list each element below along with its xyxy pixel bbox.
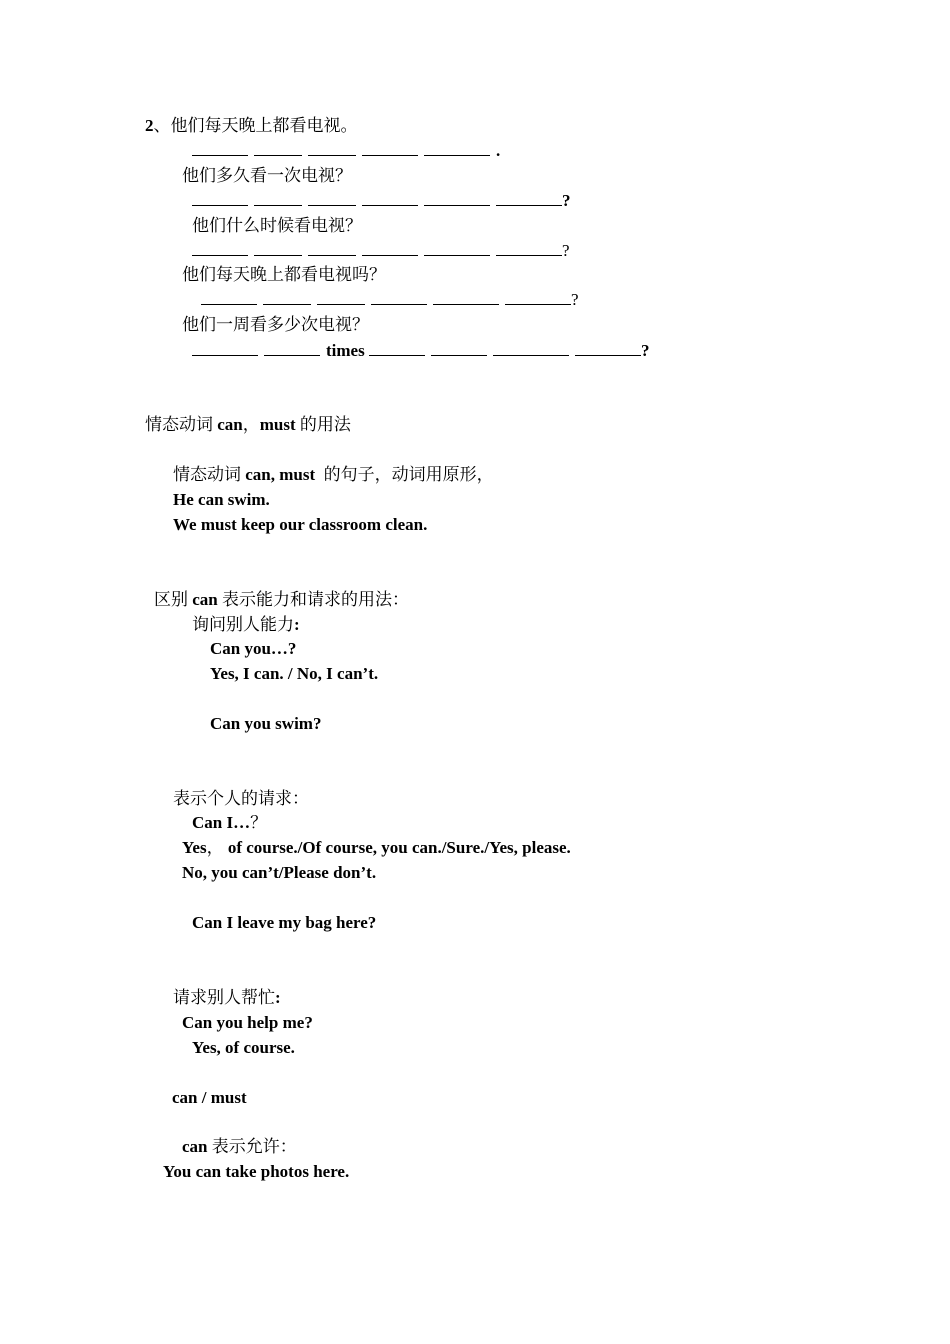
blank: [424, 140, 490, 156]
blank: [505, 289, 571, 305]
blank: [254, 240, 302, 256]
blank: [308, 240, 356, 256]
blank: [254, 190, 302, 206]
blank: [263, 289, 311, 305]
blank: [496, 240, 562, 256]
answer-line-1: [192, 140, 500, 162]
blank: [192, 340, 258, 356]
distinguish-heading: 区别 can 表示能力和请求的用法：: [154, 590, 409, 609]
modal-rule: 情态动词 can, must 的句子，动词用原形，: [173, 465, 494, 484]
blank: [264, 340, 320, 356]
help-heading: 请求别人帮忙:: [173, 988, 281, 1007]
request-no: No, you can’t/Please don’t.: [182, 863, 377, 882]
end-mark: ?: [562, 191, 571, 210]
answer-line-4: [201, 289, 579, 311]
sentence-cn: 他们每天晚上都看电视。: [170, 116, 358, 135]
blank: [433, 289, 499, 305]
request-example: Can I leave my bag here?: [192, 913, 377, 932]
end-mark: ?: [562, 241, 570, 260]
help-answer: Yes, of course.: [192, 1038, 295, 1057]
answer-line-5: [192, 340, 649, 362]
help-question: Can you help me?: [182, 1013, 313, 1032]
ability-answer: Yes, I can. / No, I can’t.: [210, 664, 379, 683]
blank: [362, 190, 418, 206]
blank: [496, 190, 562, 206]
question-3-cn: 他们什么时候看电视？: [192, 216, 362, 235]
blank: [317, 289, 365, 305]
example-sentence: He can swim.: [173, 490, 270, 509]
permit-heading: can 表示允许：: [182, 1137, 297, 1156]
blank: [254, 140, 302, 156]
exercise-number: 2: [145, 116, 154, 135]
blank: [424, 240, 490, 256]
question-2-cn: 他们多久看一次电视？: [182, 166, 352, 185]
blank: [431, 340, 487, 356]
end-mark: .: [496, 141, 501, 160]
exercise-2-prompt: 2、他们每天晚上都看电视。: [145, 116, 358, 135]
ability-heading: 询问别人能力:: [192, 615, 300, 634]
blank: [362, 140, 418, 156]
request-heading: 表示个人的请求：: [173, 789, 309, 808]
blank: [308, 190, 356, 206]
question-4-cn: 他们每天晚上都看电视吗？: [182, 265, 386, 284]
answer-line-3: [192, 240, 570, 262]
can-must-heading: can / must: [172, 1088, 247, 1107]
ability-example: Can you swim?: [210, 714, 322, 733]
blank: [308, 140, 356, 156]
permit-example: You can take photos here.: [163, 1162, 350, 1181]
blank: [192, 140, 248, 156]
example-sentence: We must keep our classroom clean.: [173, 515, 428, 534]
answer-line-2: [192, 190, 571, 212]
blank: [575, 340, 641, 356]
word-times: times: [326, 341, 365, 360]
end-mark: ?: [640, 341, 650, 360]
blank: [371, 289, 427, 305]
blank: [192, 190, 248, 206]
blank: [362, 240, 418, 256]
request-question: Can I…？: [192, 813, 268, 832]
request-yes: Yes， of course./Of course, you can./Sure./Yes, please.: [182, 838, 571, 857]
question-5-cn: 他们一周看多少次电视？: [182, 315, 369, 334]
blank: [201, 289, 257, 305]
blank: [493, 340, 569, 356]
blank: [192, 240, 248, 256]
end-mark: ?: [571, 290, 579, 309]
blank: [369, 340, 425, 356]
blank: [424, 190, 490, 206]
ability-question: Can you…?: [210, 639, 297, 658]
modal-heading: 情态动词 can，must 的用法: [145, 415, 351, 434]
